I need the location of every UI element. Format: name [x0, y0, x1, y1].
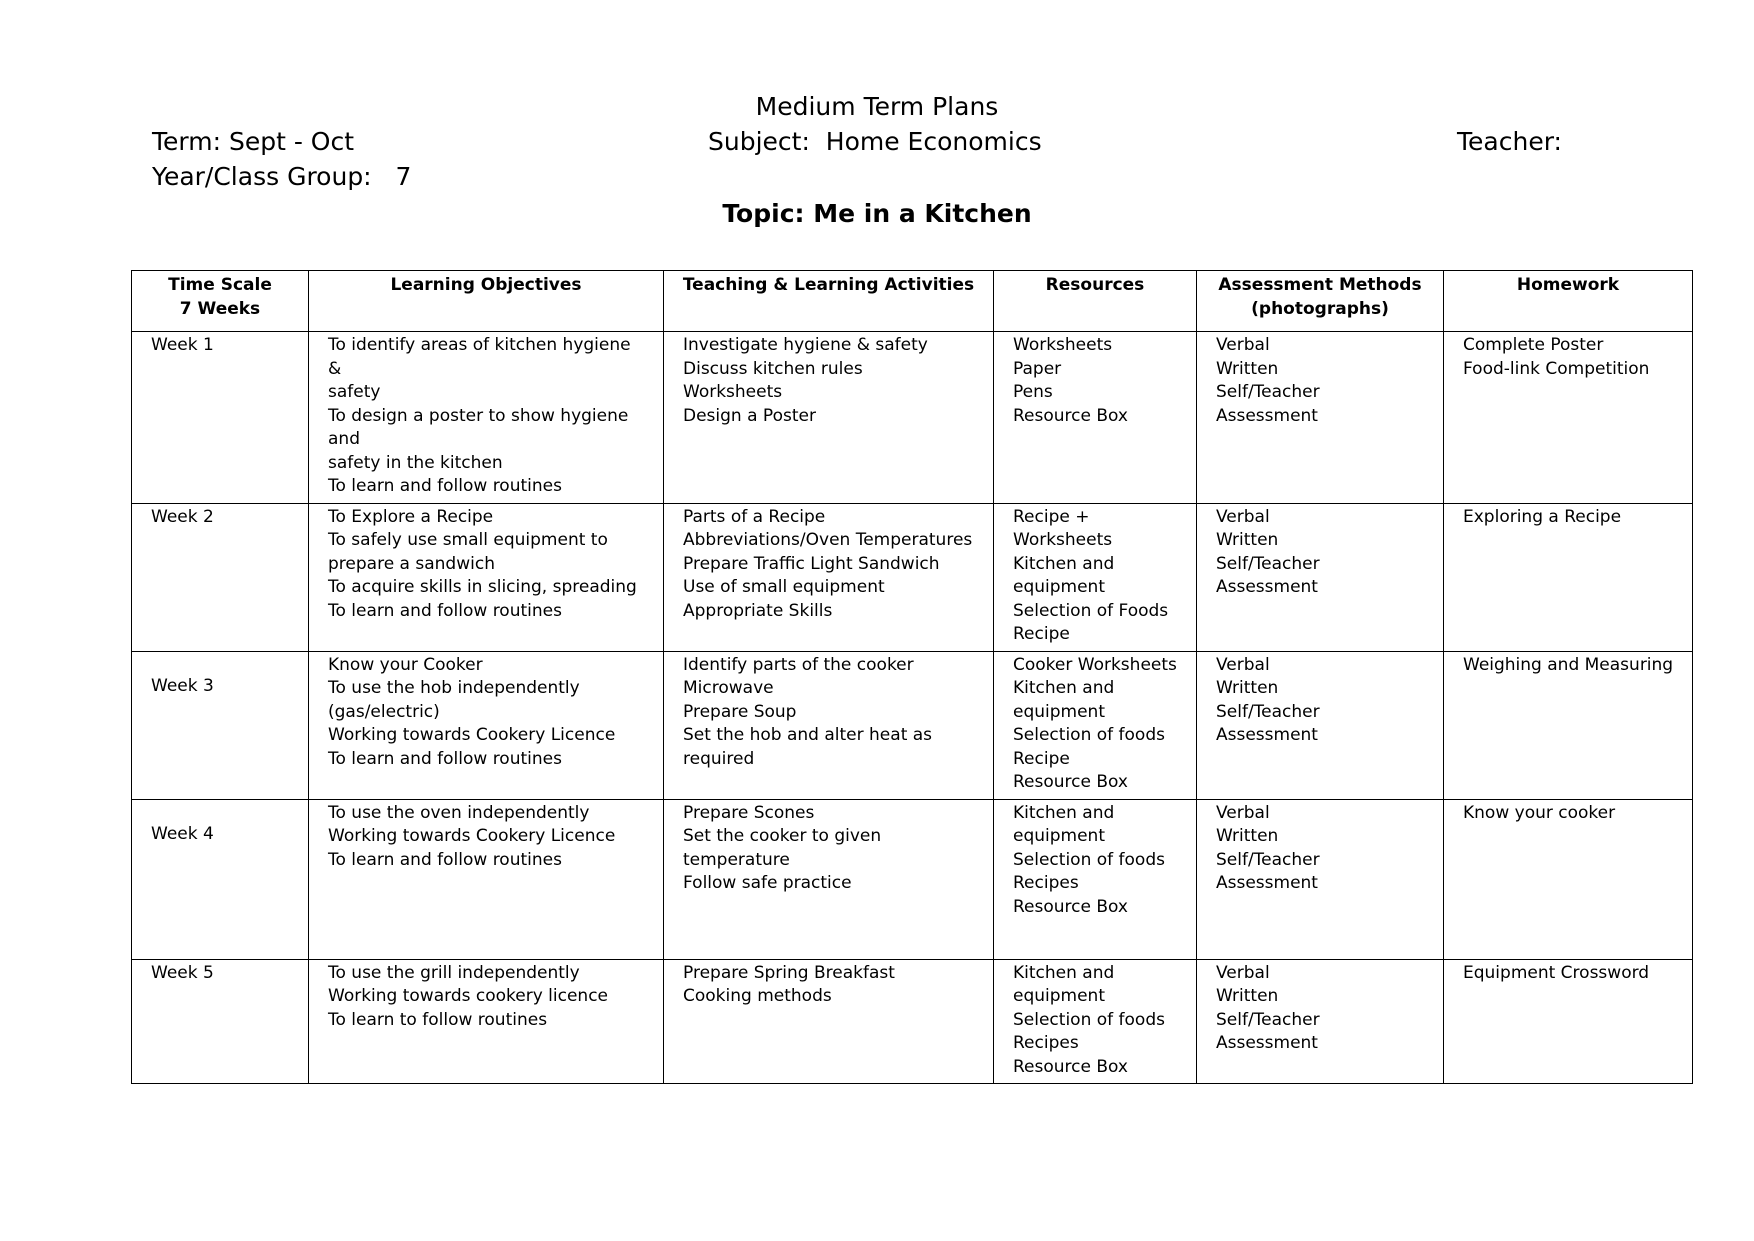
activities-cell [664, 959, 994, 1084]
assessment-line: Written [1216, 678, 1279, 698]
objectives-line: Know your Cooker [328, 654, 483, 675]
activities-cell [664, 799, 994, 959]
objectives-line: To use the grill independently [328, 962, 580, 983]
activities-line: Follow safe practice [683, 873, 852, 893]
table-row [132, 651, 1693, 799]
assessment-line: Written [1216, 986, 1279, 1006]
year-group-label: Year/Class Group: 7 [152, 162, 412, 191]
objectives-line: To use the oven independently [328, 802, 590, 823]
objectives-cell [309, 799, 664, 959]
homework-line: Equipment Crossword [1463, 962, 1650, 983]
objectives-line: To learn and follow routines [328, 600, 562, 621]
resources-line: Recipe [1013, 624, 1070, 644]
column-header-text: Homework [1516, 275, 1620, 295]
week-label: Week 1 [151, 335, 214, 355]
assessment-cell [1197, 503, 1444, 651]
week-label: Week 3 [151, 675, 214, 696]
assessment-cell [1197, 799, 1444, 959]
activities-line: Appropriate Skills [683, 600, 833, 621]
objectives-cell [309, 959, 664, 1084]
resources-line: Recipe [1013, 748, 1070, 769]
assessment-line: Self/Teacher Assessment [1216, 701, 1320, 745]
objectives-line: To Explore a Recipe [328, 506, 494, 527]
assessment-line: Verbal [1216, 962, 1270, 983]
homework-line: Exploring a Recipe [1463, 506, 1622, 527]
objectives-line: To learn and follow routines [328, 748, 562, 769]
homework-cell [1444, 799, 1693, 959]
resources-line: equipment [1013, 701, 1105, 722]
subject-label: Subject: Home Economics [708, 127, 1042, 156]
activities-line: Worksheets [683, 382, 783, 402]
week-cell [132, 651, 309, 799]
objectives-cell [309, 503, 664, 651]
teacher-label: Teacher: [1457, 127, 1562, 156]
resources-cell [994, 959, 1197, 1084]
activities-line: Discuss kitchen rules [683, 358, 863, 379]
resources-line: Resource Box [1013, 772, 1128, 792]
assessment-line: Written [1216, 358, 1279, 379]
resources-line: Pens [1013, 382, 1053, 402]
document-title: Medium Term Plans [755, 92, 999, 121]
column-header-text: Teaching & Learning Activities [682, 275, 975, 295]
activities-line: Parts of a Recipe [683, 506, 826, 527]
resources-line: Worksheets [1013, 335, 1113, 355]
activities-cell [664, 503, 994, 651]
resources-line: Kitchen and [1013, 678, 1115, 698]
objectives-line: prepare a sandwich [328, 553, 495, 574]
resources-line: Kitchen and [1013, 962, 1115, 983]
activities-line: Prepare Traffic Light Sandwich [683, 553, 940, 574]
resources-line: Recipes [1013, 1033, 1079, 1053]
objectives-line: To learn and follow routines [328, 849, 562, 870]
plan-table [131, 270, 1693, 1084]
column-header-resources [994, 271, 1197, 332]
homework-cell [1444, 503, 1693, 651]
assessment-line: Self/Teacher Assessment [1216, 553, 1320, 597]
assessment-line: Self/Teacher Assessment [1216, 1009, 1320, 1053]
objectives-line: safety [328, 382, 381, 402]
column-header-homework [1444, 271, 1693, 332]
objectives-line: To acquire skills in slicing, spreading [328, 577, 637, 597]
activities-line: Abbreviations/Oven Temperatures [683, 530, 973, 550]
assessment-cell [1197, 332, 1444, 504]
resources-line: Selection of foods [1013, 1009, 1165, 1030]
resources-line: Recipes [1013, 873, 1079, 893]
activities-line: required [683, 748, 755, 769]
objectives-line: Working towards cookery licence [328, 986, 609, 1006]
objectives-line: Working towards Cookery Licence [328, 725, 616, 745]
objectives-line: To learn and follow routines [328, 476, 562, 496]
homework-line: Food-link Competition [1463, 358, 1650, 379]
resources-line: Kitchen and [1013, 553, 1115, 574]
table-row [132, 799, 1693, 959]
homework-line: Weighing and Measuring [1463, 654, 1674, 675]
activities-cell [664, 651, 994, 799]
table-header-row [132, 271, 1693, 332]
week-cell [132, 332, 309, 504]
resources-line: equipment [1013, 826, 1105, 846]
resources-line: Resource Box [1013, 1056, 1128, 1077]
week-label: Week 5 [151, 962, 214, 983]
activities-line: Identify parts of the cooker [683, 654, 914, 675]
resources-line: Paper [1013, 358, 1062, 379]
resources-line: Cooker Worksheets [1013, 654, 1177, 675]
objectives-line: Working towards Cookery Licence [328, 826, 616, 846]
assessment-line: Verbal [1216, 654, 1270, 675]
table-row [132, 332, 1693, 504]
activities-line: Prepare Soup [683, 701, 797, 722]
activities-line: Set the hob and alter heat as [683, 725, 933, 745]
assessment-cell [1197, 959, 1444, 1084]
activities-line: Cooking methods [683, 986, 832, 1006]
column-header-text: Resources [1045, 275, 1145, 295]
resources-line: Selection of foods [1013, 725, 1165, 745]
resources-line: Resource Box [1013, 896, 1128, 917]
assessment-line: Self/Teacher Assessment [1216, 382, 1320, 426]
assessment-line: Verbal [1216, 335, 1270, 355]
week-cell [132, 503, 309, 651]
homework-line: Complete Poster [1463, 335, 1604, 355]
resources-line: Selection of Foods [1013, 600, 1169, 621]
column-header-text: Time Scale [168, 275, 272, 295]
resources-line: equipment [1013, 577, 1105, 597]
column-header-assessment [1197, 271, 1444, 332]
objectives-line: To identify areas of kitchen hygiene & [328, 335, 631, 379]
activities-line: Use of small equipment [683, 577, 885, 597]
objectives-line: To use the hob independently [328, 678, 580, 698]
assessment-line: Verbal [1216, 802, 1270, 823]
activities-line: Prepare Spring Breakfast [683, 962, 895, 983]
column-header-text: Learning Objectives [390, 275, 582, 295]
homework-cell [1444, 959, 1693, 1084]
column-header-text: 7 Weeks [179, 298, 261, 319]
resources-line: Resource Box [1013, 405, 1128, 426]
objectives-line: safety in the kitchen [328, 452, 503, 473]
activities-line: Microwave [683, 678, 774, 698]
week-cell [132, 799, 309, 959]
activities-line: Set the cooker to given temperature [683, 826, 882, 870]
assessment-line: Verbal [1216, 506, 1270, 527]
activities-line: Investigate hygiene & safety [683, 335, 928, 355]
assessment-line: Written [1216, 530, 1279, 550]
topic-heading: Topic: Me in a Kitchen [722, 199, 1032, 228]
table-row [132, 503, 1693, 651]
column-header-objectives [309, 271, 664, 332]
resources-cell [994, 651, 1197, 799]
objectives-line: (gas/electric) [328, 701, 440, 722]
column-header-text: (photographs) [1251, 298, 1389, 319]
week-cell [132, 959, 309, 1084]
activities-cell [664, 332, 994, 504]
column-header-text: Assessment Methods [1218, 275, 1422, 295]
table-row [132, 959, 1693, 1084]
resources-line: Selection of foods [1013, 849, 1165, 870]
objectives-line: To design a poster to show hygiene and [328, 405, 629, 449]
homework-cell [1444, 332, 1693, 504]
homework-cell [1444, 651, 1693, 799]
assessment-line: Self/Teacher Assessment [1216, 849, 1320, 893]
activities-line: Design a Poster [683, 405, 816, 426]
resources-line: Recipe + Worksheets [1013, 506, 1113, 550]
resources-cell [994, 503, 1197, 651]
assessment-cell [1197, 651, 1444, 799]
week-label: Week 4 [151, 823, 214, 844]
resources-line: equipment [1013, 986, 1105, 1006]
week-label: Week 2 [151, 506, 214, 527]
objectives-cell [309, 651, 664, 799]
objectives-cell [309, 332, 664, 504]
homework-line: Know your cooker [1463, 802, 1616, 823]
resources-line: Kitchen and [1013, 802, 1115, 823]
column-header-activities [664, 271, 994, 332]
column-header-time-scale [132, 271, 309, 332]
objectives-line: To learn to follow routines [328, 1009, 548, 1030]
activities-line: Prepare Scones [683, 802, 815, 823]
objectives-line: To safely use small equipment to [328, 530, 608, 550]
resources-cell [994, 799, 1197, 959]
resources-cell [994, 332, 1197, 504]
assessment-line: Written [1216, 826, 1279, 846]
term-label: Term: Sept - Oct [152, 127, 355, 156]
